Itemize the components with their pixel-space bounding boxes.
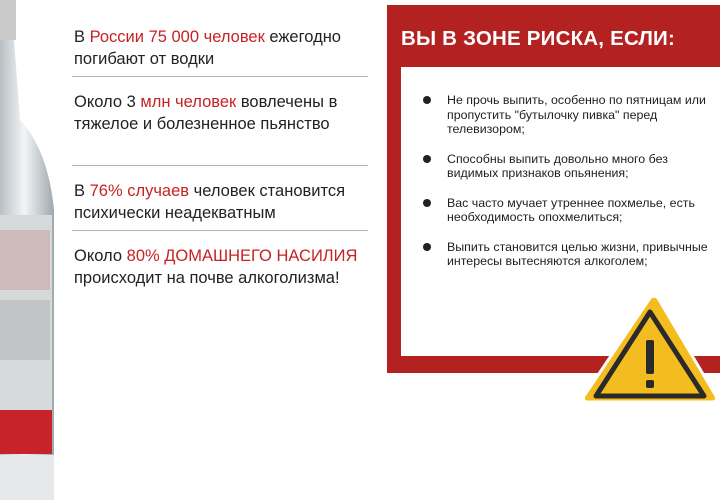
vodka-bottle-icon <box>0 0 62 500</box>
bullet-icon <box>423 243 431 251</box>
risk-list <box>401 67 720 269</box>
risk-item-text: Вас часто мучает утреннее похмелье, есть необходимость опохмелиться; <box>447 195 695 224</box>
risk-item-text: Выпить становится целью жизни, привычные интересы вытесняются алкоголем; <box>447 239 708 268</box>
risk-panel-title: ВЫ В ЗОНЕ РИСКА, ЕСЛИ: <box>401 27 675 50</box>
risk-item <box>401 93 712 137</box>
fact-text: В <box>74 28 90 46</box>
risk-item <box>401 152 712 181</box>
warning-triangle-icon <box>580 292 720 404</box>
fact-highlight: млн человек <box>140 93 237 111</box>
risk-item <box>401 196 712 225</box>
fact-text: человек становится психически неадекватным <box>74 182 346 222</box>
risk-item-text: Не прочь выпить, особенно по пятницам или пропустить "бутылочку пивка" перед телевизором; <box>447 93 706 136</box>
fact-item <box>72 87 368 166</box>
fact-text: ежегодно погибают от водки <box>74 28 341 68</box>
fact-text: Около 3 <box>74 93 141 111</box>
bullet-icon <box>423 155 431 163</box>
fact-text: В <box>74 182 90 200</box>
risk-item <box>401 240 712 269</box>
fact-highlight: 80% ДОМАШНЕГО НАСИЛИЯ <box>126 247 358 265</box>
bullet-icon <box>423 96 431 104</box>
fact-highlight: России 75 000 человек <box>89 28 265 46</box>
fact-item <box>72 241 368 295</box>
risk-item-text: Способны выпить довольно много без видимых признаков опьянения; <box>447 151 668 180</box>
facts-list <box>72 22 368 305</box>
fact-highlight: 76% случаев <box>89 182 190 200</box>
bullet-icon <box>423 199 431 207</box>
fact-text: Около <box>74 247 127 265</box>
fact-item <box>72 176 368 231</box>
fact-text: вовлечены в тяжелое и болезненное пьянство <box>74 93 338 133</box>
fact-text: происходит на почве алкоголизма! <box>74 269 340 287</box>
fact-item <box>72 22 368 77</box>
